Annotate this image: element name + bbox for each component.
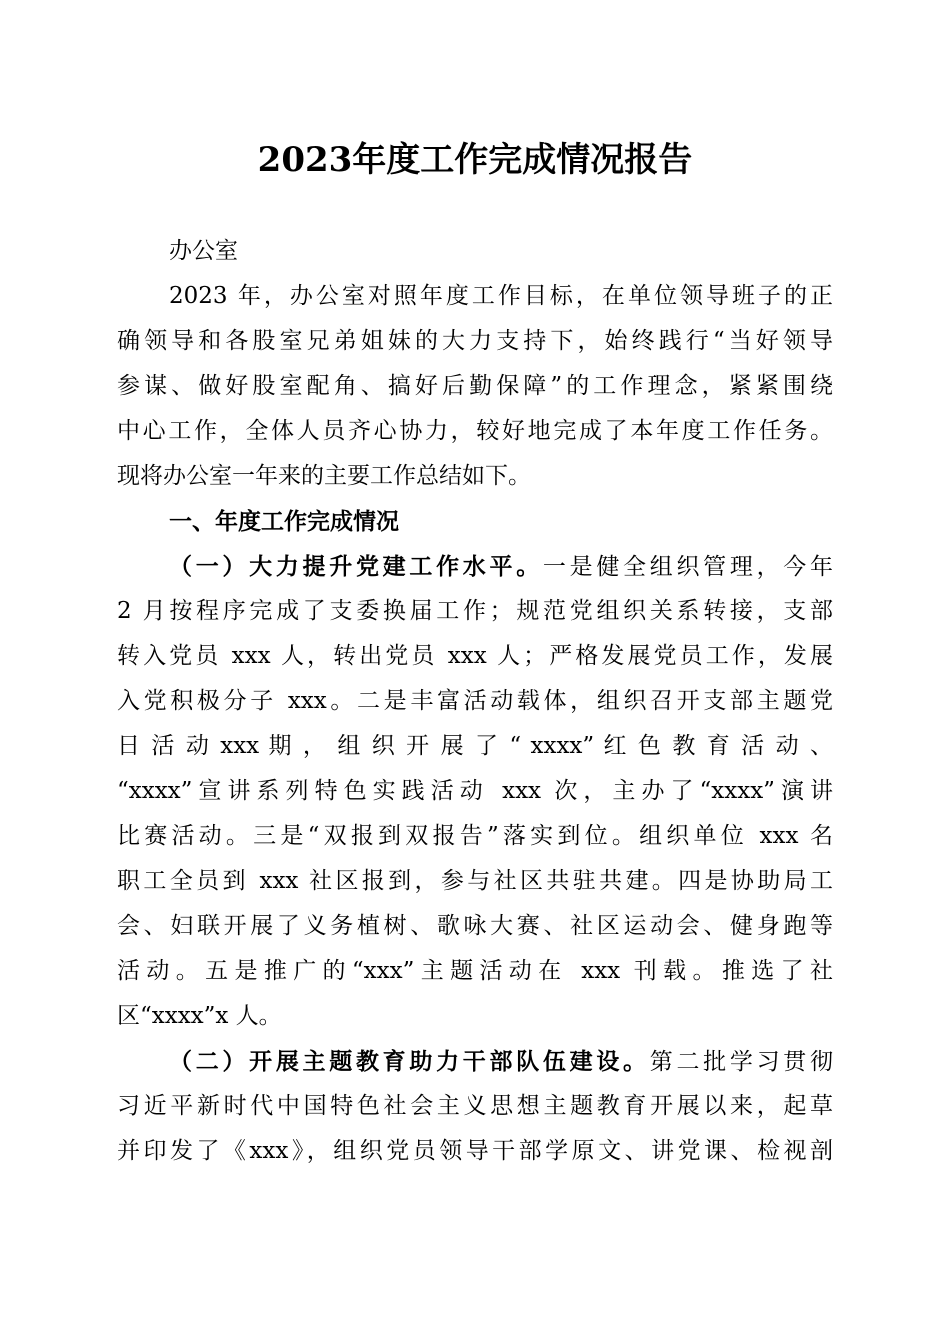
intro-line-3: 参谋、做好股室配角、搞好后勤保障”的工作理念，紧紧围绕	[117, 373, 833, 399]
part1-line: 日 活 动 xxx 期 ， 组 织 开 展 了 “ xxxx” 红 色 教 育 活 动 、	[117, 733, 833, 759]
intro-line-5: 现将办公室一年来的主要工作总结如下。	[117, 463, 531, 489]
part1-line: “xxxx”宣讲系列特色实践活动 xxx 次，主办了“xxxx”演讲	[117, 778, 833, 804]
part1-line: 比赛活动。三是“双报到双报告”落实到位。组织单位 xxx 名	[117, 823, 833, 849]
section-heading: 一、年度工作完成情况	[169, 508, 399, 535]
intro-line-4: 中心工作，全体人员齐心协力，较好地完成了本年度工作任务。	[117, 418, 833, 444]
part1-line: 活动。五是推广的“xxx”主题活动在 xxx 刊载。推选了社	[117, 958, 833, 984]
part2-first-line	[117, 1039, 833, 1084]
intro-line-2: 确领导和各股室兄弟姐妹的大力支持下，始终践行“当好领导	[117, 328, 833, 354]
part2-line: 习近平新时代中国特色社会主义思想主题教育开展以来，起草	[117, 1093, 833, 1119]
part2-line: 并印发了《xxx》，组织党员领导干部学原文、讲党课、检视剖	[117, 1138, 833, 1164]
part1-line: 入党积极分子 xxx。二是丰富活动载体，组织召开支部主题党	[117, 688, 833, 714]
part1-last-line: 区“xxxx”x 人。	[117, 1003, 282, 1029]
part2-lead: （二）开展主题教育助力干部队伍建设。	[169, 1048, 650, 1075]
part1-first-rest: 一是健全组织管理，今年	[542, 554, 833, 580]
part1-line: 转入党员 xxx 人，转出党员 xxx 人；严格发展党员工作，发展	[117, 643, 833, 669]
department-label: 办公室	[169, 238, 238, 264]
part1-line: 会、妇联开展了义务植树、歌咏大赛、社区运动会、健身跑等	[117, 913, 833, 939]
part1-lead: （一）大力提升党建工作水平。	[169, 553, 543, 580]
page-title: 2023年度工作完成情况报告	[257, 140, 693, 180]
part1-first-line	[117, 544, 833, 589]
part1-line: 2 月按程序完成了支委换届工作；规范党组织关系转接，支部	[117, 598, 833, 624]
part2-first-rest: 第二批学习贯彻	[649, 1049, 833, 1075]
part1-line: 职工全员到 xxx 社区报到，参与社区共驻共建。四是协助局工	[117, 868, 833, 894]
document-body	[117, 229, 833, 1174]
intro-line-1: 2023 年，办公室对照年度工作目标，在单位领导班子的正	[169, 283, 833, 309]
